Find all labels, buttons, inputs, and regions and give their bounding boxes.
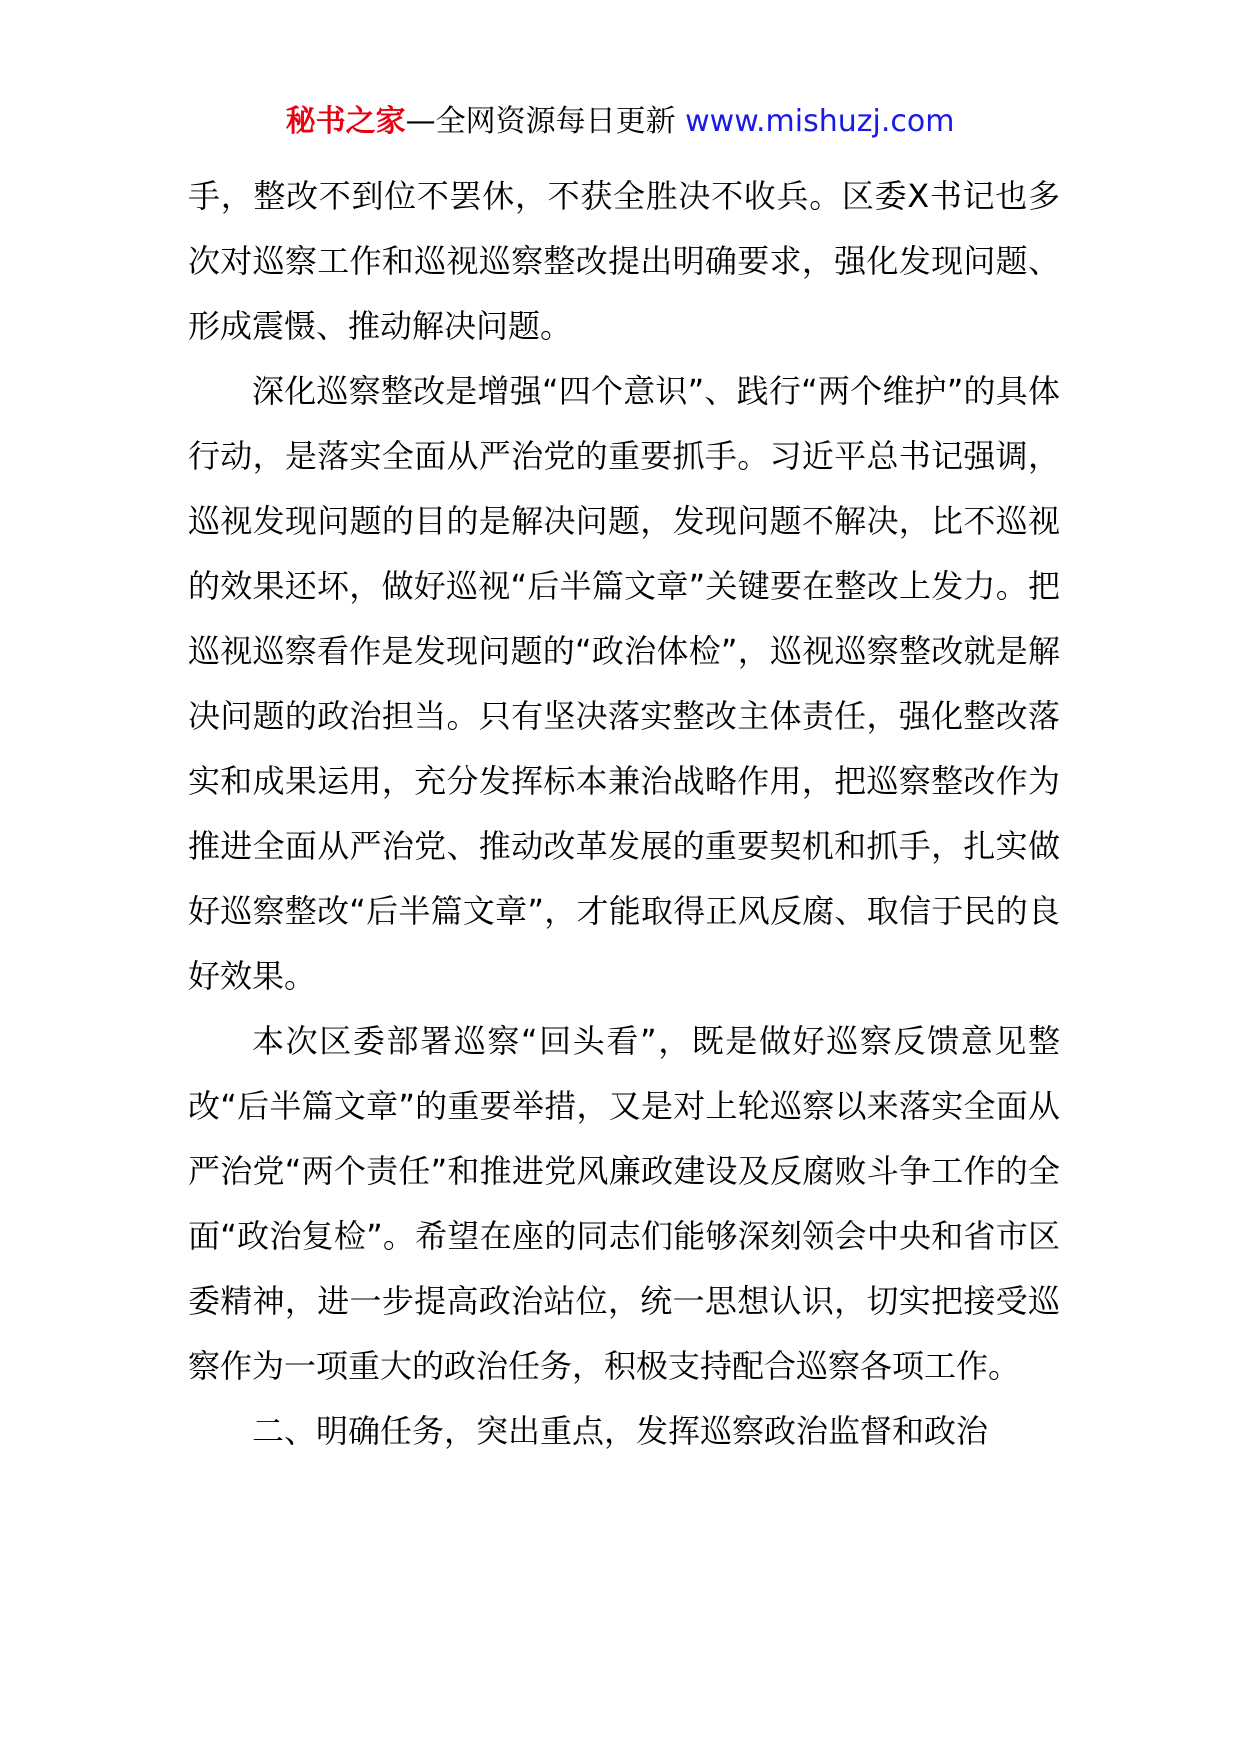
site-url-link[interactable]: www.mishuzj.com <box>685 104 955 139</box>
section-heading: 二、明确任务，突出重点，发挥巡察政治监督和政治 <box>252 1412 989 1450</box>
header-tagline: —全网资源每日更新 <box>405 104 676 139</box>
document-body <box>188 164 1060 1464</box>
paragraph-rectification: 深化巡察整改是增强“四个意识”、践行“两个维护”的具体行动，是落实全面从严治党的重要抓手。习近平总书记强调，巡视发现问题的目的是解决问题，发现问题不解决，比不巡视的效果还坏，做好巡视“后半篇文章”关键要在整改上发力。把巡视巡察看作是发现问题的“政治体检”，巡视巡察整改就是解决问题的政治担当。只有坚决落实整改主体责任，强化整改落实和成果运用，充分发挥标本兼治战略作用，把巡察整改作为推进全面从严治党、推动改革发展的重要契机和抓手，扎实做好巡察整改“后半篇文章”，才能取得正风反腐、取信于民的良好效果。 <box>188 372 1060 995</box>
paragraph-review: 本次区委部署巡察“回头看”，既是做好巡察反馈意见整改“后半篇文章”的重要举措，又是对上轮巡察以来落实全面从严治党“两个责任”和推进党风廉政建设及反腐败斗争工作的全面“政治复检”。希望在座的同志们能够深刻领会中央和省市区委精神，进一步提高政治站位，统一思想认识，切实把接受巡察作为一项重大的政治任务，积极支持配合巡察各项工作。 <box>188 1022 1060 1385</box>
paragraph-continuation: 手，整改不到位不罢休，不获全胜决不收兵。区委X书记也多次对巡察工作和巡视巡察整改提出明确要求，强化发现问题、形成震慑、推动解决问题。 <box>188 177 1060 345</box>
brand-name: 秘书之家 <box>285 104 406 139</box>
site-header <box>0 100 1240 144</box>
